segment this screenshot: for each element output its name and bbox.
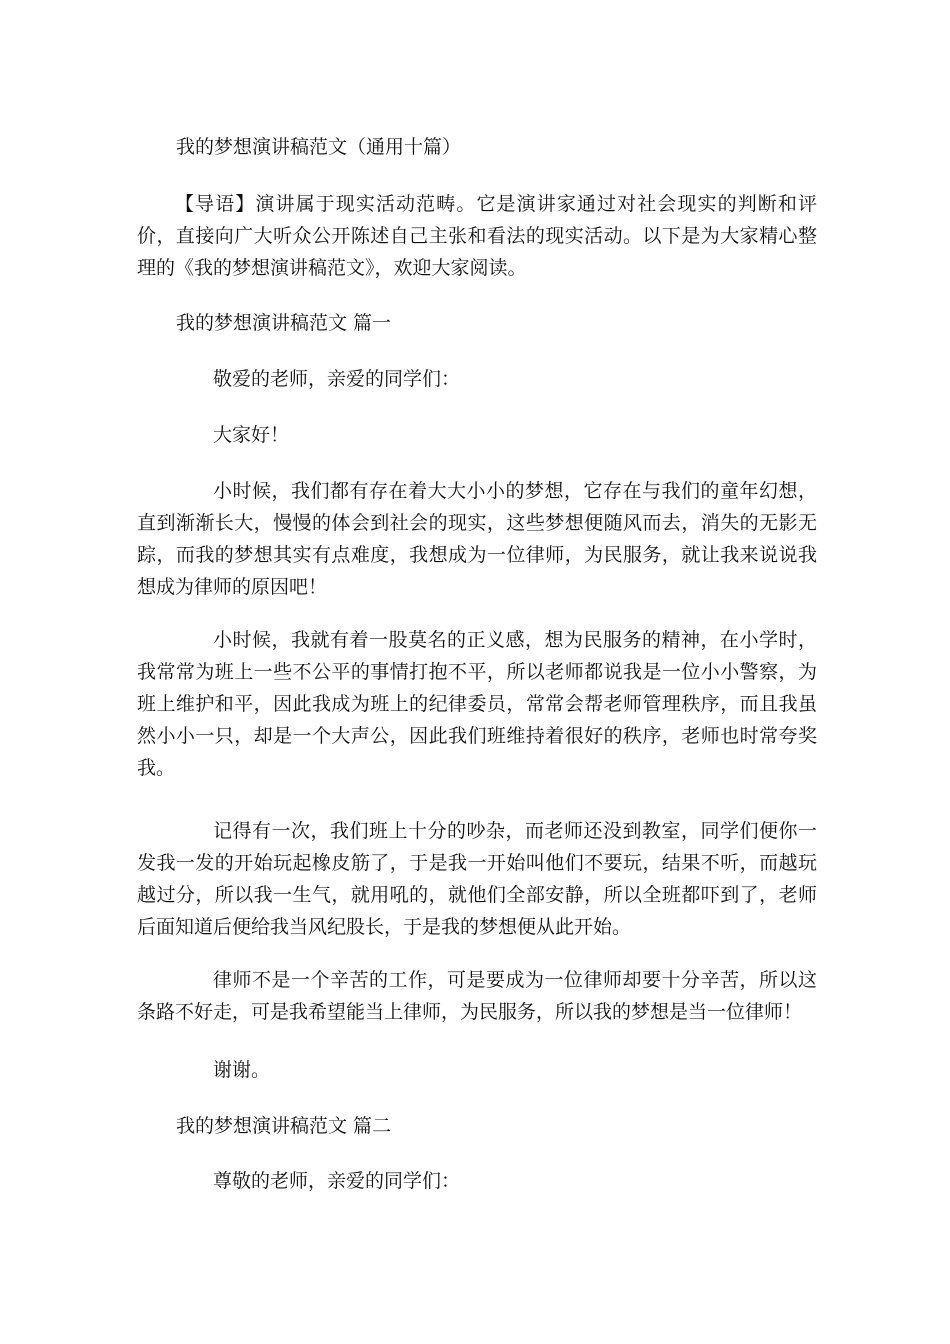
document-title: 我的梦想演讲稿范文（通用十篇） <box>176 136 462 158</box>
greeting-2: 尊敬的老师，亲爱的同学们： <box>213 1170 461 1192</box>
body-paragraph-3: 记得有一次，我们班上十分的吵杂，而老师还没到教室，同学们便你一发我一发的开始玩起橡皮筋了，于是我一开始叫他们不要玩，结果不听，而越玩越过分，所以我一生气，就用吼的，就他们全部安静，所以全班都吓到了，老师后面知道后便给我当风纪股长，于是我的梦想便从此开始。 <box>137 820 817 938</box>
hello-line: 大家好！ <box>213 424 290 446</box>
closing-line: 谢谢。 <box>213 1059 271 1081</box>
body-paragraph-4: 律师不是一个辛苦的工作，可是要成为一位律师却要十分辛苦，所以这条路不好走，可是我希望能当上律师，为民服务，所以我的梦想是当一位律师！ <box>137 969 817 1023</box>
section-heading-1: 我的梦想演讲稿范文 篇一 <box>176 312 392 334</box>
intro-paragraph: 【导语】演讲属于现实活动范畴。它是演讲家通过对社会现实的判断和评价，直接向广大听众公开陈述自己主张和看法的现实活动。以下是为大家精心整理的《我的梦想演讲稿范文》，欢迎大家阅读。 <box>137 193 817 279</box>
section-heading-2: 我的梦想演讲稿范文 篇二 <box>176 1115 392 1137</box>
greeting-1: 敬爱的老师，亲爱的同学们： <box>213 368 461 390</box>
body-paragraph-2: 小时候，我就有着一股莫名的正义感，想为民服务的精神，在小学时，我常常为班上一些不公平的事情打抱不平，所以老师都说我是一位小小警察，为班上维护和平，因此我成为班上的纪律委员，常常会帮老师管理秩序，而且我虽然小小一只，却是一个大声公，因此我们班维持着很好的秩序，老师也时常夸奖我。 <box>137 629 817 779</box>
body-paragraph-1: 小时候，我们都有存在着大大小小的梦想，它存在与我们的童年幻想，直到渐渐长大，慢慢的体会到社会的现实，这些梦想便随风而去，消失的无影无踪，而我的梦想其实有点难度，我想成为一位律师，为民服务，就让我来说说我想成为律师的原因吧！ <box>137 480 817 598</box>
